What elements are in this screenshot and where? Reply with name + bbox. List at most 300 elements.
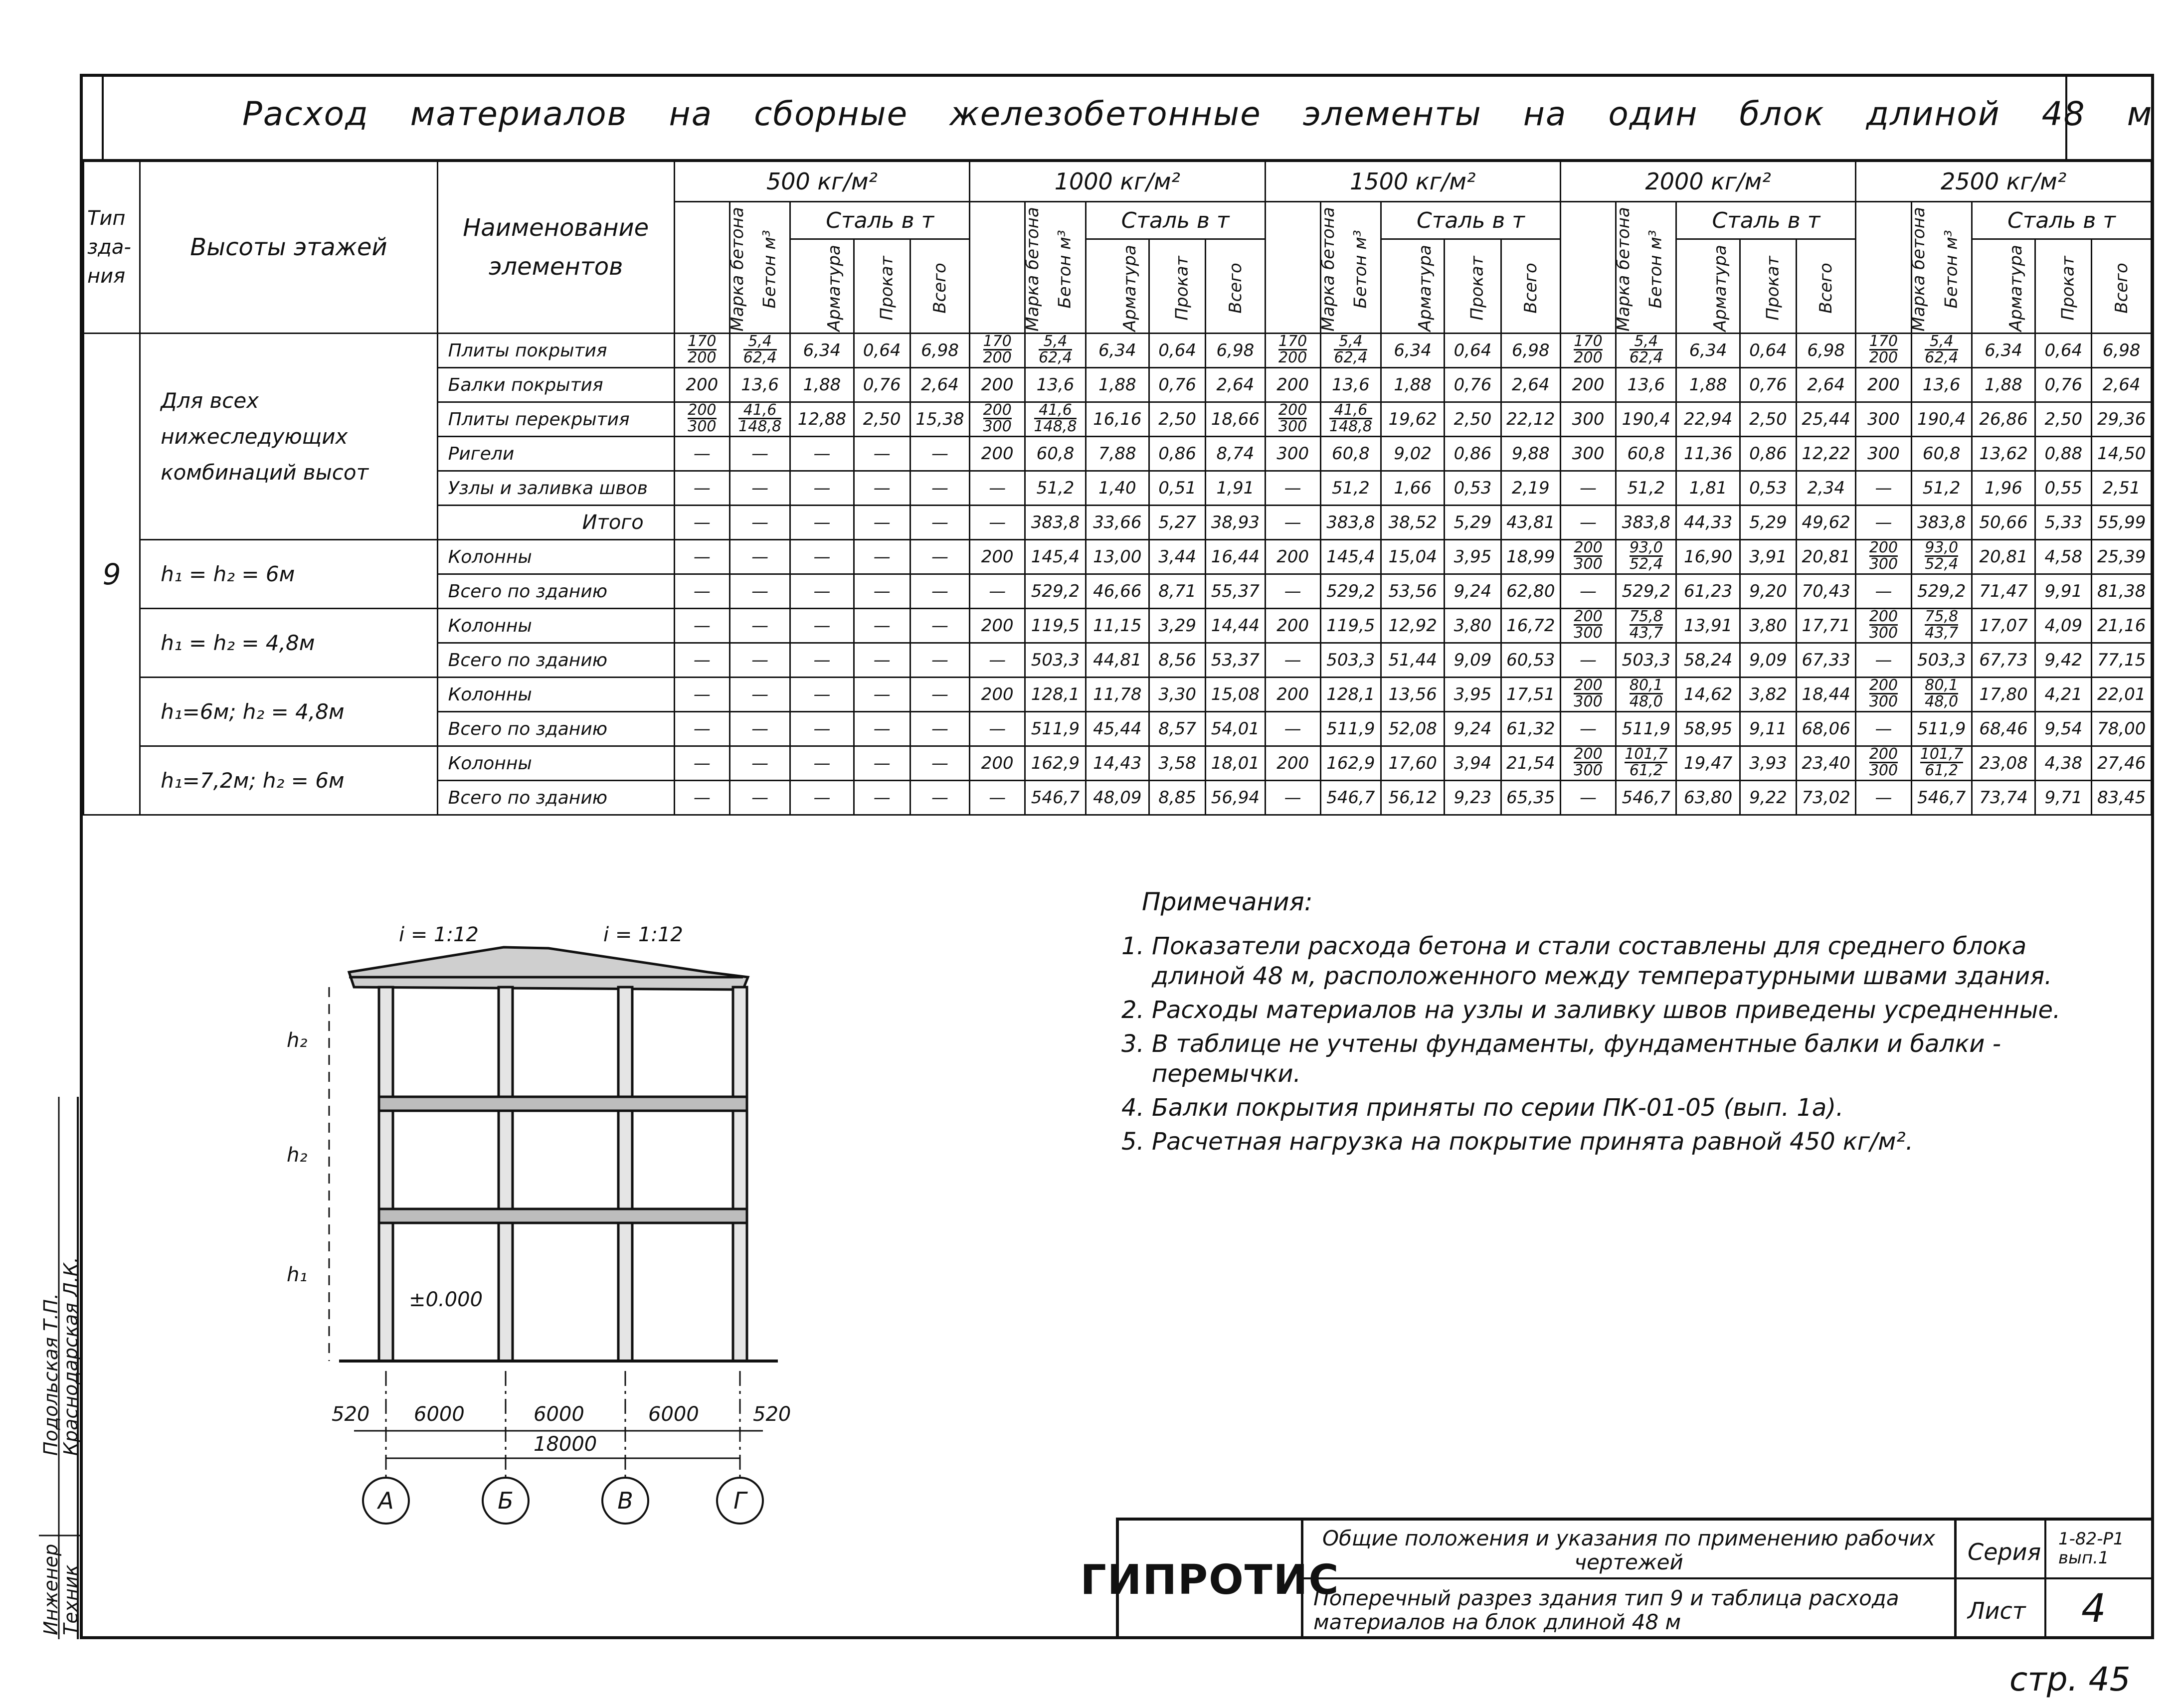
value-cell: 81,38	[2092, 574, 2152, 609]
header-armatura: Арматура	[1972, 239, 2035, 334]
value-cell: 61,23	[1676, 574, 1740, 609]
cross-section-drawing	[189, 902, 858, 1531]
value-cell: 18,99	[1501, 540, 1560, 574]
header-beton: Бетон м³	[1320, 202, 1381, 334]
value-cell: 503,3	[1911, 643, 1972, 678]
value-cell: 60,53	[1501, 643, 1560, 678]
value-cell: 11,36	[1676, 437, 1740, 471]
fraction-value: $\frac{101,7}{61,2}$	[1625, 745, 1668, 779]
value-cell: 22,12	[1501, 402, 1560, 437]
note-item: 2. Расходы материалов на узлы и заливку швов приведены усредненные.	[1152, 995, 2069, 1025]
value-cell: 15,08	[1206, 678, 1265, 712]
value-cell: 55,99	[2092, 506, 2152, 540]
value-cell	[970, 334, 1025, 368]
value-cell: —	[970, 643, 1025, 678]
element-name: Всего по зданию	[437, 574, 674, 609]
value-cell	[1560, 678, 1616, 712]
value-cell: —	[1856, 471, 1911, 506]
value-cell: —	[854, 506, 910, 540]
value-cell: —	[790, 678, 854, 712]
header-load-1000: 1000 кг/м²	[970, 162, 1265, 202]
value-cell: 9,71	[2035, 781, 2092, 815]
value-cell: —	[1265, 506, 1320, 540]
group-h4: h₁=7,2м; h₂ = 6м	[140, 746, 437, 815]
value-cell: —	[970, 712, 1025, 746]
sheet-description-general: Общие положения и указания по применению рабочих чертежей	[1303, 1521, 1957, 1579]
value-cell: —	[854, 609, 910, 643]
value-cell: 0,64	[1445, 334, 1501, 368]
list-label: Лист	[1957, 1579, 2046, 1639]
header-steel: Сталь в т	[790, 202, 970, 239]
value-cell: 546,7	[1911, 781, 1972, 815]
value-cell: 5,29	[1445, 506, 1501, 540]
element-name: Ригели	[437, 437, 674, 471]
materials-table	[83, 161, 2152, 816]
role-inzhener: Инженер	[40, 1543, 62, 1635]
fraction-value: $\frac{200}{300}$	[1869, 677, 1898, 710]
value-cell: —	[1856, 506, 1911, 540]
header-prokat: Прокат	[854, 239, 910, 334]
value-cell	[1856, 540, 1911, 574]
value-cell: 119,5	[1025, 609, 1086, 643]
header-steel: Сталь в т	[1086, 202, 1265, 239]
table-row	[84, 334, 2152, 368]
value-cell	[1616, 746, 1676, 781]
value-cell: 46,66	[1086, 574, 1149, 609]
value-cell: —	[790, 609, 854, 643]
dim-3: 6000	[534, 1403, 584, 1426]
fraction-value: $\frac{170}{200}$	[1869, 333, 1898, 366]
value-cell: 67,33	[1797, 643, 1856, 678]
fraction-value: $\frac{200}{300}$	[1869, 745, 1898, 779]
value-cell: 200	[1265, 368, 1320, 402]
drawing-labels	[287, 923, 791, 1456]
fraction-value: $\frac{200}{300}$	[1869, 539, 1898, 573]
value-cell: 300	[1560, 437, 1616, 471]
value-cell: 503,3	[1025, 643, 1086, 678]
value-cell	[1560, 746, 1616, 781]
value-cell: 0,76	[2035, 368, 2092, 402]
fraction-value: $\frac{200}{300}$	[983, 401, 1012, 435]
value-cell: —	[1265, 712, 1320, 746]
value-cell: 162,9	[1025, 746, 1086, 781]
value-cell: 8,57	[1149, 712, 1206, 746]
value-cell: —	[729, 506, 790, 540]
fraction-value: $\frac{200}{300}$	[1278, 401, 1307, 435]
value-cell: —	[1560, 643, 1616, 678]
header-prokat: Прокат	[1445, 239, 1501, 334]
header-heights: Высоты этажей	[140, 162, 437, 334]
value-cell: 0,55	[2035, 471, 2092, 506]
title-bar	[83, 77, 2152, 162]
value-cell: —	[729, 471, 790, 506]
value-cell: 16,72	[1501, 609, 1560, 643]
value-cell: 2,19	[1501, 471, 1560, 506]
axis-letter-a: А	[378, 1487, 394, 1514]
value-cell: 51,2	[1616, 471, 1676, 506]
value-cell: 162,9	[1320, 746, 1381, 781]
value-cell: —	[729, 643, 790, 678]
value-cell: 3,93	[1740, 746, 1796, 781]
value-cell: 15,38	[910, 402, 969, 437]
value-cell: 44,81	[1086, 643, 1149, 678]
value-cell: 0,51	[1149, 471, 1206, 506]
value-cell: 17,60	[1381, 746, 1445, 781]
signer-name-1: Краснодарская Л.К.	[60, 1257, 82, 1456]
value-cell: 6,98	[2092, 334, 2152, 368]
value-cell: 503,3	[1320, 643, 1381, 678]
value-cell: 0,76	[1445, 368, 1501, 402]
value-cell: 16,44	[1206, 540, 1265, 574]
value-cell	[1911, 334, 1972, 368]
value-cell: 17,51	[1501, 678, 1560, 712]
table-row	[84, 540, 2152, 574]
value-cell: 9,88	[1501, 437, 1560, 471]
value-cell: —	[729, 574, 790, 609]
value-cell: 3,95	[1445, 540, 1501, 574]
value-cell: 43,81	[1501, 506, 1560, 540]
value-cell: 0,76	[1149, 368, 1206, 402]
value-cell: 4,21	[2035, 678, 2092, 712]
note-item: 5. Расчетная нагрузка на покрытие принята равной 450 кг/м².	[1152, 1127, 2069, 1157]
value-cell: 18,01	[1206, 746, 1265, 781]
notes-list	[1122, 931, 2069, 1157]
value-cell: 60,8	[1320, 437, 1381, 471]
value-cell: 48,09	[1086, 781, 1149, 815]
value-cell: —	[674, 437, 729, 471]
slope-left: i = 1:12	[399, 923, 479, 946]
value-cell: 6,98	[1797, 334, 1856, 368]
level-mark: ±0.000	[409, 1288, 483, 1311]
value-cell: 13,62	[1972, 437, 2035, 471]
value-cell	[1856, 609, 1911, 643]
value-cell	[674, 402, 729, 437]
value-cell: 83,45	[2092, 781, 2152, 815]
value-cell: —	[910, 746, 969, 781]
axis-letter-g: Г	[733, 1487, 746, 1514]
value-cell: 9,02	[1381, 437, 1445, 471]
header-armatura: Арматура	[1086, 239, 1149, 334]
value-cell: —	[854, 437, 910, 471]
header-vsego: Всего	[1797, 239, 1856, 334]
value-cell: 51,44	[1381, 643, 1445, 678]
value-cell: 60,8	[1911, 437, 1972, 471]
value-cell: 13,00	[1086, 540, 1149, 574]
value-cell: —	[790, 574, 854, 609]
tip-cell: 9	[84, 334, 140, 815]
value-cell: 55,37	[1206, 574, 1265, 609]
value-cell: 3,94	[1445, 746, 1501, 781]
value-cell: 3,91	[1740, 540, 1796, 574]
value-cell: 33,66	[1086, 506, 1149, 540]
slope-right: i = 1:12	[603, 923, 683, 946]
value-cell: —	[970, 506, 1025, 540]
fraction-value: $\frac{5,4}{62,4}$	[1334, 333, 1368, 366]
value-cell: —	[790, 506, 854, 540]
fraction-value: $\frac{5,4}{62,4}$	[743, 333, 777, 366]
value-cell: 53,37	[1206, 643, 1265, 678]
value-cell: —	[970, 574, 1025, 609]
value-cell: 5,29	[1740, 506, 1796, 540]
dim-5: 520	[753, 1403, 791, 1426]
value-cell	[1911, 678, 1972, 712]
note-item: 3. В таблице не учтены фундаменты, фундаментные балки и балки - перемычки.	[1152, 1029, 2069, 1089]
value-cell: 200	[1560, 368, 1616, 402]
element-name: Всего по зданию	[437, 643, 674, 678]
value-cell: 45,44	[1086, 712, 1149, 746]
notes-block	[1122, 887, 2069, 1161]
value-cell: 23,40	[1797, 746, 1856, 781]
value-cell: 71,47	[1972, 574, 2035, 609]
value-cell: 3,30	[1149, 678, 1206, 712]
value-cell	[1025, 402, 1086, 437]
value-cell: —	[674, 506, 729, 540]
element-name: Колонны	[437, 609, 674, 643]
value-cell: 6,98	[1501, 334, 1560, 368]
value-cell: 1,88	[1086, 368, 1149, 402]
value-cell: 190,4	[1616, 402, 1676, 437]
value-cell	[1320, 402, 1381, 437]
value-cell: —	[729, 712, 790, 746]
value-cell: 4,58	[2035, 540, 2092, 574]
org-logo: ГИПРОТИС	[1119, 1521, 1303, 1639]
value-cell: 2,50	[2035, 402, 2092, 437]
building-outline	[339, 947, 778, 1361]
value-cell: 1,91	[1206, 471, 1265, 506]
value-cell: 9,11	[1740, 712, 1796, 746]
value-cell	[1911, 746, 1972, 781]
fraction-value: $\frac{200}{300}$	[1574, 677, 1603, 710]
header-armatura: Арматура	[790, 239, 854, 334]
value-cell: 6,34	[790, 334, 854, 368]
value-cell: —	[674, 781, 729, 815]
value-cell: 546,7	[1025, 781, 1086, 815]
value-cell: 0,53	[1740, 471, 1796, 506]
value-cell: 2,34	[1797, 471, 1856, 506]
value-cell	[729, 402, 790, 437]
value-cell: —	[854, 712, 910, 746]
value-cell: 1,81	[1676, 471, 1740, 506]
value-cell: —	[970, 781, 1025, 815]
fraction-value: $\frac{200}{300}$	[688, 401, 717, 435]
value-cell: 8,56	[1149, 643, 1206, 678]
value-cell: —	[790, 471, 854, 506]
header-steel: Сталь в т	[1381, 202, 1561, 239]
value-cell: —	[1560, 506, 1616, 540]
value-cell: 200	[1265, 678, 1320, 712]
value-cell: 3,29	[1149, 609, 1206, 643]
value-cell: 63,80	[1676, 781, 1740, 815]
value-cell: 2,50	[1149, 402, 1206, 437]
value-cell: 14,44	[1206, 609, 1265, 643]
value-cell: 1,40	[1086, 471, 1149, 506]
fraction-value: $\frac{170}{200}$	[688, 333, 717, 366]
value-cell: 13,91	[1676, 609, 1740, 643]
header-vsego: Всего	[910, 239, 969, 334]
value-cell	[674, 334, 729, 368]
value-cell: 52,08	[1381, 712, 1445, 746]
value-cell: 0,86	[1740, 437, 1796, 471]
value-cell: 9,20	[1740, 574, 1796, 609]
header-prokat: Прокат	[2035, 239, 2092, 334]
value-cell: 529,2	[1911, 574, 1972, 609]
value-cell: 6,34	[1086, 334, 1149, 368]
value-cell: 0,86	[1149, 437, 1206, 471]
header-prokat: Прокат	[1149, 239, 1206, 334]
value-cell: 2,64	[1797, 368, 1856, 402]
value-cell: —	[790, 437, 854, 471]
value-cell: 1,96	[1972, 471, 2035, 506]
value-cell: —	[970, 471, 1025, 506]
header-marka: Марка бетона	[970, 202, 1025, 334]
value-cell: 16,16	[1086, 402, 1149, 437]
fraction-value: $\frac{41,6}{148,8}$	[738, 401, 782, 435]
value-cell: 12,92	[1381, 609, 1445, 643]
header-vsego: Всего	[1501, 239, 1560, 334]
value-cell: —	[1560, 574, 1616, 609]
element-name: Плиты перекрытия	[437, 402, 674, 437]
header-steel: Сталь в т	[1972, 202, 2151, 239]
value-cell: 22,01	[2092, 678, 2152, 712]
value-cell: —	[854, 781, 910, 815]
value-cell: —	[790, 540, 854, 574]
table-row	[84, 746, 2152, 781]
value-cell: 2,50	[854, 402, 910, 437]
value-cell: 2,50	[1740, 402, 1796, 437]
value-cell	[1856, 746, 1911, 781]
value-cell: 67,73	[1972, 643, 2035, 678]
value-cell: 14,62	[1676, 678, 1740, 712]
element-name: Плиты покрытия	[437, 334, 674, 368]
value-cell: —	[1265, 643, 1320, 678]
fraction-value: $\frac{80,1}{48,0}$	[1629, 677, 1663, 710]
value-cell: —	[910, 506, 969, 540]
fraction-value: $\frac{101,7}{61,2}$	[1920, 745, 1963, 779]
value-cell: 51,2	[1320, 471, 1381, 506]
value-cell: 9,24	[1445, 712, 1501, 746]
value-cell: 3,80	[1445, 609, 1501, 643]
value-cell: 3,58	[1149, 746, 1206, 781]
page-number: стр. 45	[2009, 1660, 2131, 1699]
value-cell: —	[790, 712, 854, 746]
value-cell: 3,44	[1149, 540, 1206, 574]
value-cell: 383,8	[1025, 506, 1086, 540]
value-cell: 511,9	[1616, 712, 1676, 746]
value-cell: 12,22	[1797, 437, 1856, 471]
value-cell: 1,88	[1972, 368, 2035, 402]
value-cell: 25,39	[2092, 540, 2152, 574]
value-cell: 68,46	[1972, 712, 2035, 746]
fraction-value: $\frac{5,4}{62,4}$	[1925, 333, 1959, 366]
value-cell: 17,07	[1972, 609, 2035, 643]
header-vsego: Всего	[2092, 239, 2152, 334]
value-cell: 56,94	[1206, 781, 1265, 815]
value-cell: —	[854, 574, 910, 609]
value-cell: 2,64	[1501, 368, 1560, 402]
header-tip: Тип зда-ния	[84, 162, 140, 334]
value-cell: —	[674, 746, 729, 781]
fraction-value: $\frac{41,6}{148,8}$	[1329, 401, 1372, 435]
value-cell: —	[674, 712, 729, 746]
value-cell: 546,7	[1320, 781, 1381, 815]
value-cell: 2,50	[1445, 402, 1501, 437]
fraction-value: $\frac{41,6}{148,8}$	[1034, 401, 1077, 435]
value-cell: 8,85	[1149, 781, 1206, 815]
value-cell: 2,64	[910, 368, 969, 402]
header-load-500: 500 кг/м²	[674, 162, 969, 202]
header-beton: Бетон м³	[1616, 202, 1676, 334]
fraction-value: $\frac{75,8}{43,7}$	[1629, 608, 1663, 642]
fraction-value: $\frac{5,4}{62,4}$	[1629, 333, 1663, 366]
value-cell: 73,02	[1797, 781, 1856, 815]
group-h2: h₁ = h₂ = 4,8м	[140, 609, 437, 678]
value-cell: 15,04	[1381, 540, 1445, 574]
value-cell: —	[910, 574, 969, 609]
axis-bubbles	[363, 1478, 763, 1524]
value-cell: 4,09	[2035, 609, 2092, 643]
value-cell	[1911, 540, 1972, 574]
value-cell: —	[910, 781, 969, 815]
value-cell: 51,2	[1025, 471, 1086, 506]
title-left-cell	[92, 77, 104, 159]
value-cell: 13,6	[1911, 368, 1972, 402]
value-cell: —	[729, 781, 790, 815]
value-cell: —	[729, 746, 790, 781]
value-cell: 44,33	[1676, 506, 1740, 540]
header-beton: Бетон м³	[1911, 202, 1972, 334]
value-cell: 200	[970, 437, 1025, 471]
value-cell	[729, 334, 790, 368]
value-cell: —	[854, 678, 910, 712]
value-cell: 2,51	[2092, 471, 2152, 506]
value-cell: 9,54	[2035, 712, 2092, 746]
value-cell: 0,64	[854, 334, 910, 368]
value-cell	[1616, 678, 1676, 712]
value-cell: —	[1265, 471, 1320, 506]
margin-strip	[39, 1097, 80, 1639]
value-cell: 12,88	[790, 402, 854, 437]
value-cell: 38,52	[1381, 506, 1445, 540]
value-cell: 25,44	[1797, 402, 1856, 437]
element-name: Колонны	[437, 540, 674, 574]
value-cell: 38,93	[1206, 506, 1265, 540]
value-cell: 145,4	[1025, 540, 1086, 574]
value-cell: 9,09	[1740, 643, 1796, 678]
value-cell: 56,12	[1381, 781, 1445, 815]
value-cell: 65,35	[1501, 781, 1560, 815]
value-cell: 128,1	[1025, 678, 1086, 712]
value-cell: 54,01	[1206, 712, 1265, 746]
title-right-cell	[2065, 77, 2152, 159]
value-cell: 300	[1265, 437, 1320, 471]
value-cell	[970, 402, 1025, 437]
axis-letter-b: Б	[498, 1487, 514, 1514]
value-cell: 13,6	[729, 368, 790, 402]
value-cell	[1320, 334, 1381, 368]
value-cell: 14,50	[2092, 437, 2152, 471]
value-cell: —	[674, 540, 729, 574]
value-cell: 0,64	[1149, 334, 1206, 368]
element-name: Всего по зданию	[437, 781, 674, 815]
value-cell: 20,81	[1972, 540, 2035, 574]
value-cell: —	[910, 540, 969, 574]
value-cell	[1616, 540, 1676, 574]
value-cell: 190,4	[1911, 402, 1972, 437]
value-cell: 6,34	[1676, 334, 1740, 368]
value-cell: 13,6	[1320, 368, 1381, 402]
role-tehnik: Техник	[60, 1564, 82, 1635]
value-cell: 9,24	[1445, 574, 1501, 609]
